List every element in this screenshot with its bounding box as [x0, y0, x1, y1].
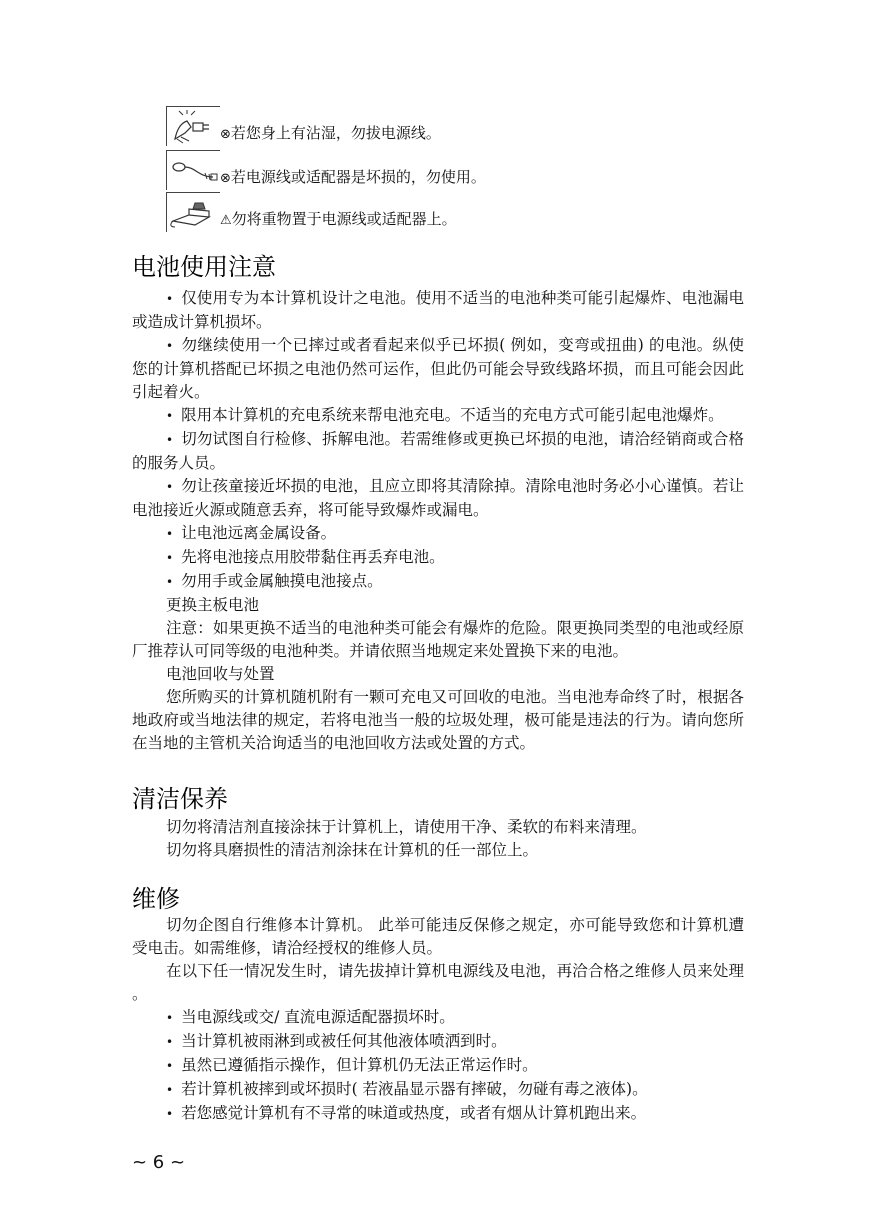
list-item: • 先将电池接点用胶带黏住再丢弃电池。 [166, 548, 445, 566]
bullet-icon: • [166, 1035, 174, 1049]
warning-text: ⊗若您身上有沾湿，勿拔电源线。 [220, 124, 441, 142]
replace-battery-text: 注意：如果更换不适当的电池种类可能会有爆炸的危险。限更换同类型的电池或经原厂推荐认可同等级的电池种类。并请依照当地规定来处置换下来的电池。 [132, 619, 744, 660]
warning-text: ⊗若电源线或适配器是坏损的，勿使用。 [220, 168, 486, 186]
list-item: • 若您感觉计算机有不寻常的味道或热度，或者有烟从计算机跑出来。 [166, 1104, 647, 1122]
battery-section-body [132, 287, 744, 755]
recycle-battery-text: 您所购买的计算机随机附有一颗可充电又可回收的电池。当电池寿命终了时，根据各地政府或当地法律的规定，若将电池当一般的垃圾处理，极可能是违法的行为。请向您所在当地的主管机关洽询适当的电池回收方法或处置的方式。 [132, 688, 744, 752]
list-item: • 虽然已遵循指示操作，但计算机仍无法正常运作时。 [166, 1056, 538, 1074]
prohibited-symbol-icon: ⊗ [220, 127, 231, 142]
list-item: • 切勿试图自行检修、拆解电池。若需维修或更换已坏损的电池，请洽经销商或合格的服务人员。 [132, 430, 744, 472]
page-number: ~ 6 ~ [132, 1152, 186, 1173]
bullet-icon: • [166, 339, 174, 353]
list-item: • 当电源线或交/ 直流电源适配器损坏时。 [166, 1008, 455, 1026]
damaged-cord-icon [166, 150, 220, 190]
bullet-icon: • [166, 1107, 174, 1121]
cleaning-paragraph: 切勿将清洁剂直接涂抹于计算机上，请使用干净、柔软的布料来清理。 [166, 818, 647, 836]
battery-section-title: 电池使用注意 [132, 253, 276, 281]
cleaning-section-title: 清洁保养 [132, 785, 228, 813]
recycle-battery-heading: 电池回收与处置 [166, 665, 275, 683]
prohibited-symbol-icon: ⊗ [220, 171, 231, 186]
warning-text: ⚠勿将重物置于电源线或适配器上。 [220, 210, 457, 228]
bullet-icon: • [166, 1059, 174, 1073]
repair-paragraph: 切勿企图自行维修本计算机。 此举可能违反保修之规定，亦可能导致您和计算机遭受电击。如需维修，请洽经授权的维修人员。 [132, 916, 744, 957]
list-item: • 勿让孩童接近坏损的电池，且应立即将其清除掉。清除电池时务必小心谨慎。若让电池接近火源或随意丢弃，将可能导致爆炸或漏电。 [132, 477, 744, 519]
repair-section-title: 维修 [132, 885, 180, 913]
bullet-icon: • [166, 292, 174, 306]
list-item: • 让电池远离金属设备。 [166, 524, 337, 542]
bullet-icon: • [166, 1083, 174, 1097]
list-item: • 若计算机被摔到或坏损时( 若液晶显示器有摔破，勿碰有毒之液体)。 [166, 1080, 648, 1098]
bullet-icon: • [166, 480, 174, 494]
bullet-icon: • [166, 1011, 174, 1025]
list-item: • 勿继续使用一个已摔过或者看起来似乎已坏损( 例如，变弯或扭曲) 的电池。纵使您的计算机搭配已坏损之电池仍然可运作，但此仍可能会导致线路坏损，而且可能会因此引起着火。 [132, 336, 744, 401]
list-item: • 勿用手或金属触摸电池接点。 [166, 572, 383, 590]
list-item: • 限用本计算机的充电系统来帮电池充电。不适当的充电方式可能引起电池爆炸。 [166, 406, 724, 424]
warning-wet-hands [166, 104, 441, 146]
replace-battery-heading: 更换主板电池 [166, 596, 260, 614]
bullet-icon: • [166, 433, 174, 447]
list-item: • 仅使用专为本计算机设计之电池。使用不适当的电池种类可能引起爆炸、电池漏电或造成计算机损坏。 [132, 289, 744, 331]
cleaning-section-body [132, 816, 744, 862]
repair-section-body [132, 914, 744, 1126]
warning-damaged-cord [166, 148, 486, 190]
cleaning-paragraph: 切勿将具磨损性的清洁剂涂抹在计算机的任一部位上。 [166, 841, 539, 859]
list-item: • 当计算机被雨淋到或被任何其他液体喷洒到时。 [166, 1032, 507, 1050]
heavy-object-adapter-icon [166, 192, 220, 232]
repair-paragraph: 在以下任一情况发生时，请先拔掉计算机电源线及电池，再洽合格之维修人员来处理 。 [132, 962, 744, 1003]
wet-hands-plug-icon [166, 106, 220, 146]
bullet-icon: • [166, 575, 174, 589]
bullet-icon: • [166, 409, 174, 423]
bullet-icon: • [166, 551, 174, 565]
warning-heavy-object [166, 190, 457, 232]
bullet-icon: • [166, 527, 174, 541]
caution-symbol-icon: ⚠ [220, 213, 232, 228]
